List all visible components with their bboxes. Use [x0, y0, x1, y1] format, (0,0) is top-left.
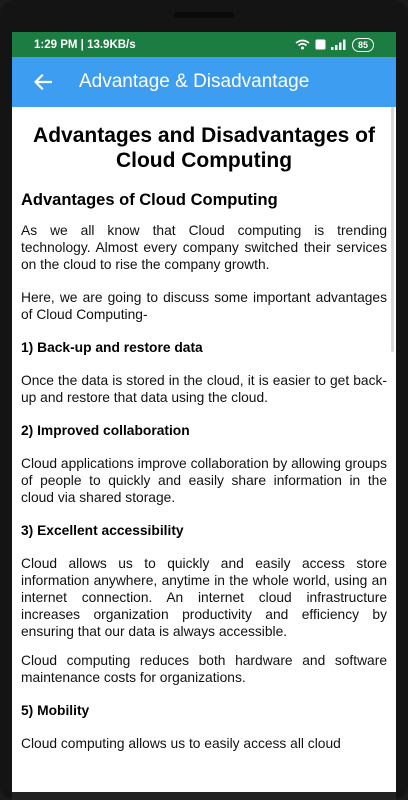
intro-paragraph-2: Here, we are going to discuss some important advantages of Cloud Computing- [21, 290, 387, 322]
back-button[interactable] [26, 65, 60, 99]
volte-icon [315, 39, 326, 50]
point-4-text: Cloud computing reduces both hardware and software maintenance costs for organizations. [21, 653, 387, 685]
point-5-title: 5) Mobility [21, 703, 90, 718]
point-1-title: 1) Back-up and restore data [21, 340, 203, 355]
status-bar [12, 32, 396, 57]
point-3-text: Cloud allows us to quickly and easily access store information anywhere, anytime in the whole world, using an internet connection. An internet cloud infrastructure increases organization productivity and efficiency by ensuring that our data is always accessible. [21, 556, 387, 639]
point-2-text: Cloud applications improve collaboration by allowing groups of people to quickly and easily share information in the cloud via shared storage. [21, 456, 387, 505]
screen [12, 32, 396, 800]
section-heading: Advantages of Cloud Computing [21, 191, 278, 209]
article-content[interactable] [12, 107, 396, 800]
status-time: 1:29 PM | 13.9KB/s [34, 38, 136, 51]
scrollbar[interactable] [391, 107, 394, 352]
article-title: Advantages and Disadvantages of Cloud Computing [33, 124, 375, 172]
signal-icon [331, 39, 347, 50]
phone-speaker [174, 12, 234, 18]
intro-paragraph-1: As we all know that Cloud computing is trending technology. Almost every company switched their services on the cloud to rise the company growth. [21, 223, 387, 272]
page-title: Advantage & Disadvantage [79, 71, 310, 92]
bottom-bezel [12, 792, 396, 800]
point-1-text: Once the data is stored in the cloud, it is easier to get back-up and restore that data using the cloud. [21, 373, 387, 405]
app-bar [12, 57, 396, 107]
point-5-text: Cloud computing allows us to easily access all cloud [21, 736, 341, 751]
arrow-left-icon [34, 74, 52, 90]
point-3-title: 3) Excellent accessibility [21, 523, 184, 538]
wifi-icon [295, 39, 310, 50]
point-2-title: 2) Improved collaboration [21, 423, 190, 438]
status-icons [295, 38, 374, 52]
battery-indicator: 85 [352, 38, 374, 52]
